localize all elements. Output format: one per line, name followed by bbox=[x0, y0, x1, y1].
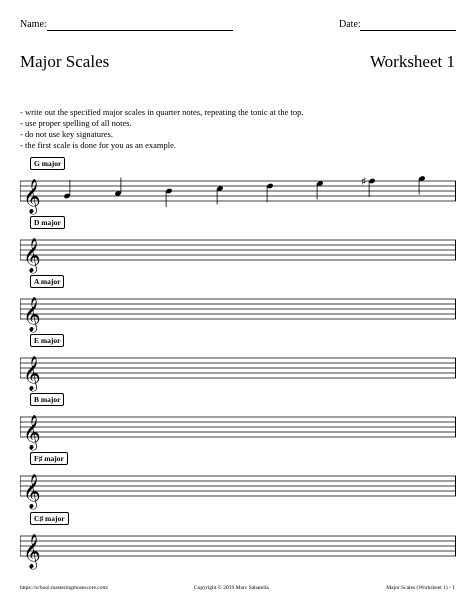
staff[interactable] bbox=[20, 512, 456, 572]
treble-clef-icon: 𝄞 bbox=[23, 238, 41, 273]
scale-label: G major bbox=[30, 157, 65, 170]
treble-clef-icon: 𝄞 bbox=[23, 179, 41, 214]
worksheet-number: Worksheet 1 bbox=[369, 52, 455, 71]
treble-clef-icon: 𝄞 bbox=[23, 297, 41, 332]
treble-clef-icon: 𝄞 bbox=[23, 534, 41, 569]
staff[interactable] bbox=[20, 216, 456, 276]
instruction-line: - use proper spelling of all notes. bbox=[20, 118, 132, 128]
treble-clef-icon: 𝄞 bbox=[23, 415, 41, 450]
sharp-icon: ♯ bbox=[361, 175, 367, 188]
instruction-line: - do not use key signatures. bbox=[20, 129, 114, 139]
instruction-line: - write out the specified major scales in quarter notes, repeating the tonic at the top. bbox=[20, 107, 304, 117]
scale-label: E major bbox=[30, 334, 64, 347]
footer-copyright: Copyright © 2019 Marc Sabatella bbox=[194, 585, 269, 591]
footer-url: https://school.masteringmusescore.com/ bbox=[20, 585, 109, 591]
treble-clef-icon: 𝄞 bbox=[23, 356, 41, 391]
name-field[interactable] bbox=[47, 30, 233, 31]
treble-clef-icon: 𝄞 bbox=[23, 474, 41, 509]
scale-row bbox=[20, 512, 456, 582]
scale-label: D major bbox=[30, 216, 65, 229]
page-title: Major Scales bbox=[20, 52, 110, 71]
name-label: Name: bbox=[20, 19, 47, 30]
staff[interactable] bbox=[20, 452, 456, 512]
date-label: Date: bbox=[339, 19, 361, 30]
instruction-line: - the first scale is done for you as an example. bbox=[20, 140, 177, 150]
staff[interactable] bbox=[20, 275, 456, 335]
date-field[interactable] bbox=[360, 30, 456, 31]
instructions bbox=[20, 107, 460, 151]
scale-label: A major bbox=[30, 275, 64, 288]
staff[interactable] bbox=[20, 157, 456, 217]
footer-page: Major Scales (Worksheet 1) - 1 bbox=[386, 585, 455, 591]
staff[interactable] bbox=[20, 334, 456, 394]
scale-label: F♯ major bbox=[30, 452, 68, 465]
scale-label: B major bbox=[30, 393, 64, 406]
scale-label: C♯ major bbox=[30, 512, 69, 525]
staff[interactable] bbox=[20, 393, 456, 453]
